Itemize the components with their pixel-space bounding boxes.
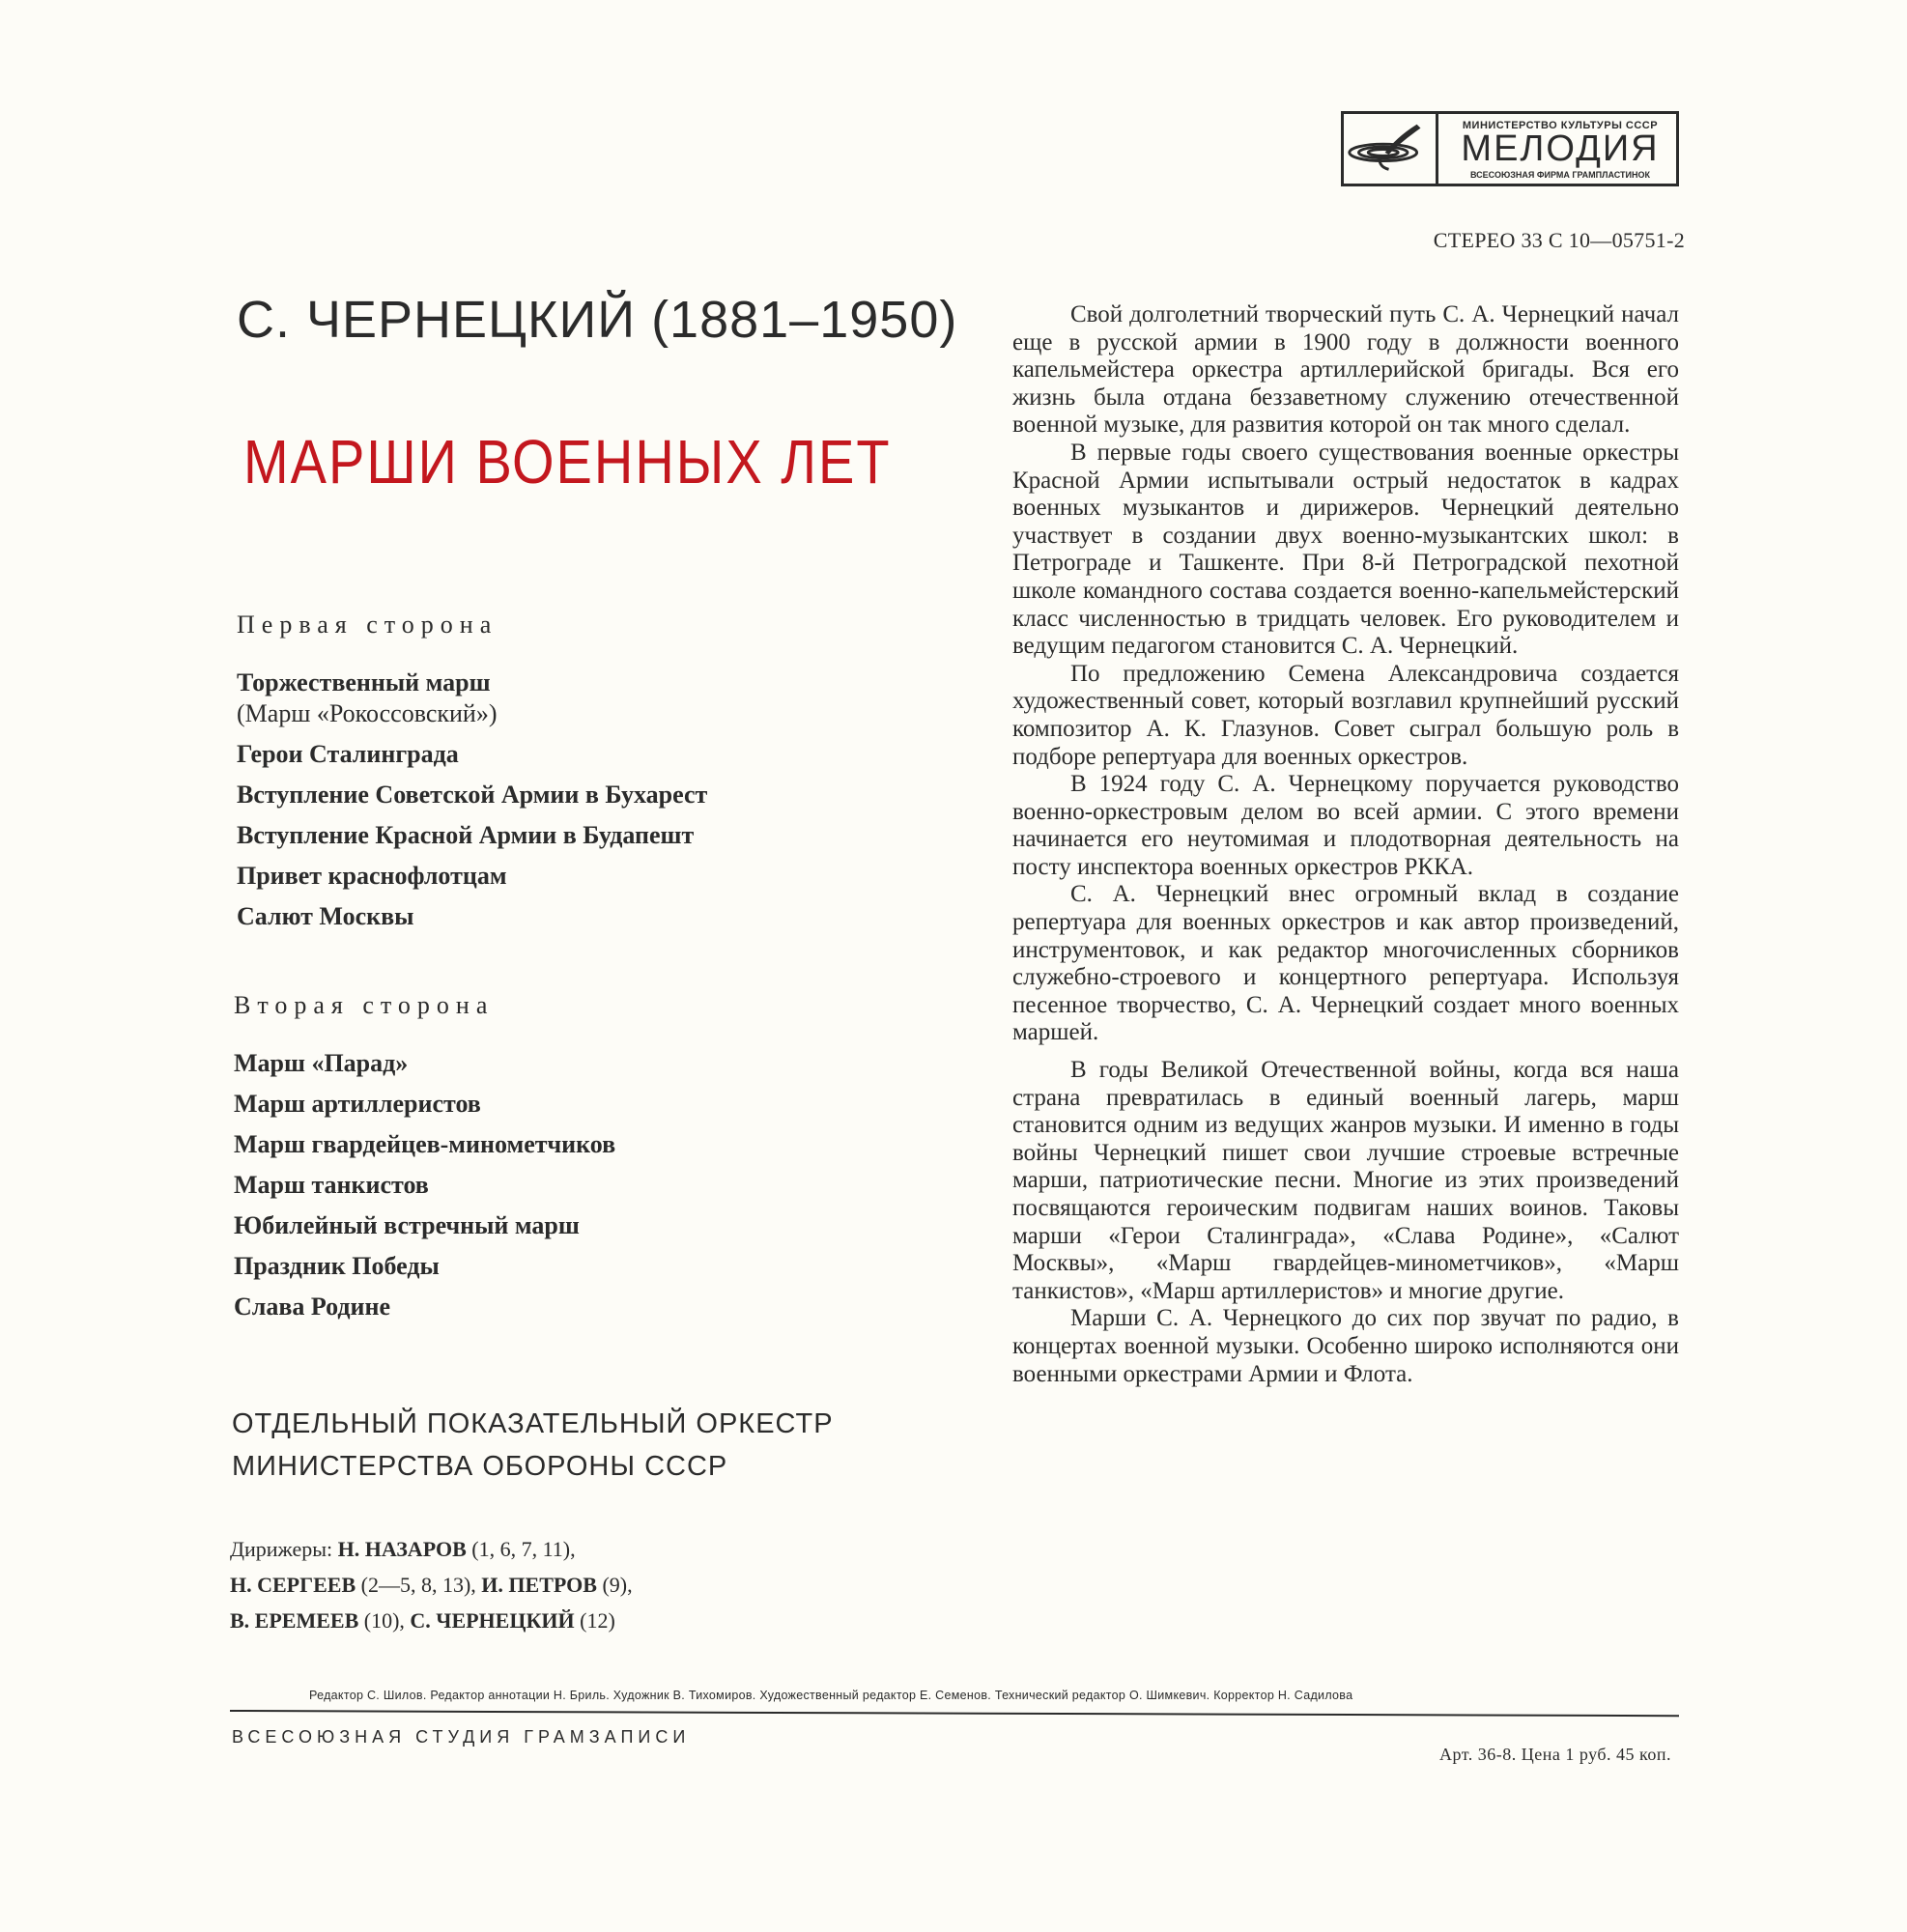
melodiya-logo xyxy=(1341,111,1679,186)
track-item xyxy=(234,1171,615,1200)
conductor-name: С. ЧЕРНЕЦКИЙ xyxy=(410,1608,575,1633)
price-info: Арт. 36-8. Цена 1 руб. 45 коп. xyxy=(1438,1745,1671,1764)
track-title: Торжественный марш xyxy=(237,668,491,696)
conductors-line-1 xyxy=(230,1531,633,1567)
conductor-name: И. ПЕТРОВ xyxy=(481,1573,597,1597)
conductors-line-2 xyxy=(230,1567,633,1603)
track-title: Марш гвардейцев-минометчиков xyxy=(234,1130,616,1158)
track-item xyxy=(234,1049,615,1078)
logo-name: МЕЛОДИЯ xyxy=(1461,128,1660,169)
annotation-paragraph: С. А. Чернецкий внес огромный вклад в создание репертуара для военных оркестров и как автор произведений, инструментовок, и как редактор многочисленных сборников служебно-строевого и концертного репертуара. Используя песенное творчество, С. А. Чернецкий создает много военных маршей. xyxy=(1012,881,1679,1046)
side-two xyxy=(234,991,615,1333)
conductor-name: Н. НАЗАРОВ xyxy=(337,1537,467,1561)
track-item xyxy=(237,902,707,931)
conductors xyxy=(230,1531,633,1638)
studio-name: ВСЕСОЮЗНАЯ СТУДИЯ ГРАМЗАПИСИ xyxy=(232,1727,691,1747)
side-two-track-list xyxy=(234,1049,615,1321)
logo-bottom-line: ВСЕСОЮЗНАЯ ФИРМА ГРАМПЛАСТИНОК xyxy=(1470,170,1650,180)
annotation-paragraph: В годы Великой Отечественной войны, когда вся наша страна превратилась в единый военный лагерь, марш становится одним из ведущих жанров музыки. И именно в годы войны Чернецкий пишет свои лучшие строевые встречные марши, патриотические песни. Многие из этих произведений посвящаются героическим подвигам наших воинов. Таковы марши «Герои Сталинграда», «Слава Родине», «Салют Москвы», «Марш гвардейцев-минометчиков», «Марш танкистов», «Марш артиллеристов» и многие другие. xyxy=(1012,1057,1679,1304)
track-item xyxy=(237,781,707,810)
melodiya-emblem-icon xyxy=(1344,114,1438,184)
track-title: Марш «Парад» xyxy=(234,1049,409,1077)
conductors-line-3 xyxy=(230,1603,633,1638)
track-title: Марш танкистов xyxy=(234,1171,429,1199)
track-item xyxy=(237,862,707,891)
side-one xyxy=(237,611,707,943)
track-title: Праздник Победы xyxy=(234,1252,440,1280)
track-item xyxy=(237,821,707,850)
track-item xyxy=(237,740,707,769)
track-title: Юбилейный встречный марш xyxy=(234,1211,580,1239)
track-item xyxy=(237,668,707,728)
track-item xyxy=(234,1252,615,1281)
annotation-paragraph: Свой долголетний творческий путь С. А. Чернецкий начал еще в русской армии в 1900 году в должности военного капельмейстера оркестра артиллерийской бригады. Вся его жизнь была отдана беззаветному служению отечественной военной музыке, для развития которой он так много сделал. xyxy=(1012,301,1679,439)
annotation-text xyxy=(1012,301,1679,1388)
orchestra-name xyxy=(232,1403,834,1488)
orchestra-line-2: МИНИСТЕРСТВА ОБОРОНЫ СССР xyxy=(232,1451,728,1482)
orchestra-line-1: ОТДЕЛЬНЫЙ ПОКАЗАТЕЛЬНЫЙ ОРКЕСТР xyxy=(232,1408,834,1439)
track-item xyxy=(234,1211,615,1240)
conductor-tracks: (1, 6, 7, 11), xyxy=(471,1537,576,1561)
catalog-number: СТЕРЕО 33 С 10—05751-2 xyxy=(1433,228,1685,252)
conductors-label: Дирижеры: xyxy=(230,1537,333,1561)
annotation-paragraph: По предложению Семена Александровича создается художественный совет, который возглавил крупнейший русский композитор А. К. Глазунов. Совет сыграл большую роль в подборе репертуара для военных оркестров. xyxy=(1012,660,1679,770)
track-title: Вступление Красной Армии в Будапешт xyxy=(237,821,695,849)
conductor-tracks: (2—5, 8, 13), xyxy=(360,1573,476,1597)
track-subtitle: (Марш «Рокоссовский») xyxy=(237,699,498,727)
annotation-paragraph: В 1924 году С. А. Чернецкому поручается руководство военно-оркестровым делом во всей армии. С этого времени начинается его неутомимая и плодотворная деятельность на посту инспектора военных оркестров РККА. xyxy=(1012,771,1679,880)
editorial-credits: Редактор С. Шилов. Редактор аннотации Н. Бриль. Художник В. Тихомиров. Художественный редактор Е. Семенов. Технический редактор О. Шимкевич. Корректор Н. Садилова xyxy=(309,1689,1353,1702)
conductor-tracks: (10), xyxy=(363,1608,405,1633)
annotation-paragraph: В первые годы своего существования военные оркестры Красной Армии испытывали острый недостаток в кадрах военных музыкантов и дирижеров. Чернецкий деятельно участвует в создании двух военно-музыкантских школ: в Петрограде и Ташкенте. При 8-й Петроградской пехотной школе командного состава создается военно-капельмейстерский класс численностью в тридцать человек. Его руководителем и ведущим педагогом становится С. А. Чернецкий. xyxy=(1012,439,1679,660)
conductor-tracks: (9), xyxy=(602,1573,633,1597)
logo-top-line: МИНИСТЕРСТВО КУЛЬТУРЫ СССР xyxy=(1462,120,1659,131)
track-title: Вступление Советской Армии в Бухарест xyxy=(237,781,708,809)
conductor-name: В. ЕРЕМЕЕВ xyxy=(230,1608,359,1633)
composer-title: С. ЧЕРНЕЦКИЙ (1881–1950) xyxy=(237,291,958,349)
track-title: Привет краснофлотцам xyxy=(237,862,507,890)
side-one-track-list xyxy=(237,668,707,931)
album-title: МАРШИ ВОЕННЫХ ЛЕТ xyxy=(243,426,892,497)
track-title: Салют Москвы xyxy=(237,902,414,930)
conductor-tracks: (12) xyxy=(580,1608,615,1633)
track-title: Марш артиллеристов xyxy=(234,1090,481,1118)
track-item xyxy=(234,1090,615,1119)
conductor-name: Н. СЕРГЕЕВ xyxy=(230,1573,356,1597)
track-item xyxy=(234,1130,615,1159)
track-title: Герои Сталинграда xyxy=(237,740,459,768)
annotation-paragraph: Марши С. А. Чернецкого до сих пор звучат по радио, в концертах военной музыки. Особенно широко исполняются они военными оркестрами Армии и Флота. xyxy=(1012,1305,1679,1387)
track-item xyxy=(234,1293,615,1321)
footer-divider xyxy=(230,1710,1679,1717)
track-title: Слава Родине xyxy=(234,1293,391,1321)
side-two-heading: Вторая сторона xyxy=(234,991,495,1019)
side-one-heading: Первая сторона xyxy=(237,611,498,639)
